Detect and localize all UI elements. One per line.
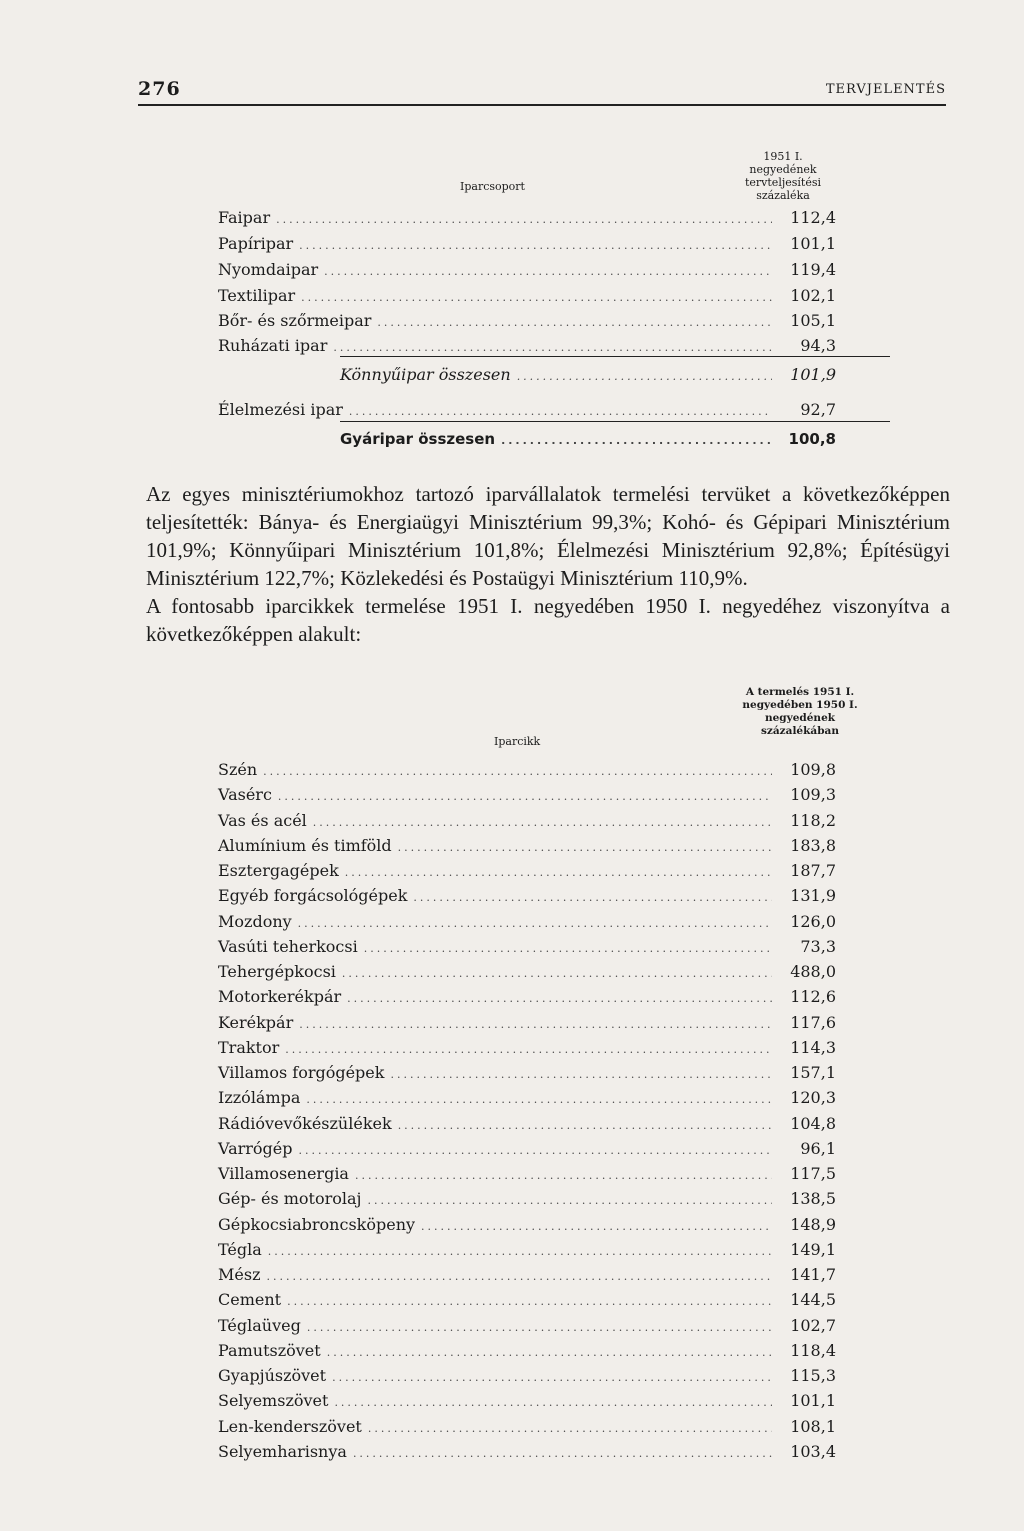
row-label: Tehergépkocsi <box>218 962 336 981</box>
row-label: Mozdony <box>218 911 292 931</box>
row-label: Alumínium és timföld <box>218 835 392 855</box>
row-label: Selyemharisnya <box>218 1441 347 1461</box>
table-row <box>218 1417 836 1439</box>
table-row <box>218 336 836 358</box>
row-value: 488,0 <box>790 962 836 981</box>
row-value: 144,5 <box>790 1290 836 1310</box>
table-row <box>218 1114 836 1136</box>
row-label: Pamutszövet <box>218 1340 321 1360</box>
row-label: Motorkerékpár <box>218 987 342 1007</box>
subtotal-row <box>340 365 836 387</box>
row-value: 157,1 <box>790 1063 836 1082</box>
row-label: Villamosenergia <box>218 1164 349 1183</box>
row-value: 108,1 <box>790 1416 836 1436</box>
row-label: Gépkocsiabroncsköpeny <box>218 1214 416 1234</box>
row-label: Egyéb forgácsológépek <box>218 886 408 906</box>
row-label: Mész <box>218 1265 261 1284</box>
table-row <box>218 1038 836 1060</box>
row-label: Vasúti teherkocsi <box>218 936 358 956</box>
table-row <box>218 1366 836 1388</box>
table-row <box>218 937 836 959</box>
table-row <box>218 886 836 908</box>
table-row <box>218 962 836 984</box>
row-label: Bőr- és szőrmeipar <box>218 311 372 330</box>
row-value: 102,1 <box>790 286 836 305</box>
row-label: Villamos forgógépek <box>218 1063 385 1082</box>
row-value: 126,0 <box>790 911 836 931</box>
row-label: Esztergagépek <box>218 861 339 880</box>
row-label: Kerékpár <box>218 1012 294 1032</box>
table-row <box>218 1316 836 1338</box>
table-row <box>218 286 836 308</box>
row-value: 119,4 <box>790 260 836 279</box>
table-row <box>218 987 836 1009</box>
row-label: Rádióvevőkészülékek <box>218 1113 392 1133</box>
paragraph-ministries: Az egyes minisztériumokhoz tartozó iparvállalatok termelési tervüket a következőképpen teljesítették: Bánya- és Energiaügyi Minisztérium 99,3%; Kohó- és Gépipari Minisztérium 101,9%; Könnyűipari Minisztérium 101,8%; Élelmezési Minisztérium 92,8%; Építésügyi Minisztérium 122,7%; Közlekedési és Postaügyi Minisztérium 110,9%. <box>146 482 950 590</box>
row-value: 101,1 <box>790 1391 836 1411</box>
row-label: Faipar <box>218 208 271 227</box>
row-value: 114,3 <box>790 1037 836 1057</box>
row-value: 118,2 <box>790 810 836 830</box>
row-value: 141,7 <box>790 1265 836 1284</box>
row-value: 103,4 <box>790 1441 836 1461</box>
column-header-product: Iparcikk <box>494 735 541 748</box>
row-label: Varrógép <box>218 1138 293 1158</box>
row-value: 115,3 <box>790 1366 836 1385</box>
row-label: Len-kenderszövet <box>218 1416 362 1436</box>
table-row <box>218 1341 836 1363</box>
row-label: Vas és acél <box>218 810 307 830</box>
row-label: Élelmezési ipar <box>218 400 343 419</box>
table-row <box>218 1139 836 1161</box>
total-row <box>340 429 836 451</box>
row-value: 102,7 <box>790 1315 836 1335</box>
table-row <box>218 836 836 858</box>
row-label: Nyomdaipar <box>218 260 319 279</box>
table-row <box>218 1088 836 1110</box>
row-value: 148,9 <box>790 1214 836 1234</box>
divider <box>340 356 890 357</box>
row-value: 131,9 <box>790 886 836 906</box>
table-row <box>218 785 836 807</box>
body-text <box>146 480 950 648</box>
row-value: 92,7 <box>800 400 836 419</box>
row-label: Gyapjúszövet <box>218 1366 327 1385</box>
table-row <box>218 1189 836 1211</box>
row-label: Textilipar <box>218 286 296 305</box>
table-row <box>218 1391 836 1413</box>
table-row <box>218 234 836 256</box>
row-value: 183,8 <box>790 835 836 855</box>
running-title: TERVJELENTÉS <box>825 82 946 97</box>
row-label: Gép- és motorolaj <box>218 1189 362 1209</box>
row-value: 104,8 <box>790 1113 836 1133</box>
row-label: Téglaüveg <box>218 1315 301 1335</box>
row-value: 118,4 <box>790 1340 836 1360</box>
row-label: Traktor <box>218 1037 280 1057</box>
subtotal-label: Könnyűipar összesen <box>340 365 511 384</box>
table-row <box>218 1215 836 1237</box>
row-label: Cement <box>218 1290 282 1310</box>
column-header-group: Iparcsoport <box>460 180 525 193</box>
table-row <box>218 208 836 230</box>
row-label: Selyemszövet <box>218 1391 329 1411</box>
table-row <box>218 400 836 422</box>
table-row <box>218 861 836 883</box>
row-value: 112,4 <box>790 208 836 227</box>
table-row <box>218 811 836 833</box>
table-row <box>218 1013 836 1035</box>
row-value: 120,3 <box>790 1088 836 1108</box>
row-value: 149,1 <box>790 1239 836 1259</box>
divider <box>340 421 890 422</box>
table-row <box>218 1164 836 1186</box>
row-value: 109,3 <box>790 785 836 805</box>
row-value: 112,6 <box>790 987 836 1007</box>
table-row <box>218 311 836 333</box>
row-label: Papíripar <box>218 234 294 253</box>
subtotal-value: 101,9 <box>790 365 836 384</box>
row-value: 105,1 <box>790 311 836 330</box>
row-label: Szén <box>218 760 258 779</box>
row-label: Tégla <box>218 1239 262 1259</box>
table-row <box>218 1442 836 1464</box>
row-value: 117,6 <box>790 1012 836 1032</box>
paragraph-products-intro: A fontosabb iparcikkek termelése 1951 I. negyedében 1950 I. negyedéhez viszonyítva a következőképpen alakult: <box>146 594 950 646</box>
total-value: 100,8 <box>788 430 836 448</box>
row-value: 109,8 <box>790 760 836 779</box>
column-header-production-percent: A termelés 1951 I. negyedében 1950 I. negyedének százalékában <box>742 686 858 737</box>
row-value: 138,5 <box>790 1189 836 1209</box>
row-value: 94,3 <box>800 336 836 355</box>
table-row <box>218 760 836 782</box>
table-row <box>218 260 836 282</box>
table-row <box>218 1063 836 1085</box>
row-label: Izzólámpa <box>218 1088 301 1108</box>
table-row <box>218 1240 836 1262</box>
row-value: 187,7 <box>790 861 836 880</box>
page-header <box>138 74 946 106</box>
row-value: 117,5 <box>790 1164 836 1183</box>
total-label: Gyáripar összesen <box>340 430 496 448</box>
table-row <box>218 1265 836 1287</box>
column-header-percent: 1951 I. negyedének tervteljesítési százaléka <box>744 150 822 202</box>
row-value: 73,3 <box>800 936 836 956</box>
row-value: 96,1 <box>800 1138 836 1158</box>
table-row <box>218 1290 836 1312</box>
row-label: Ruházati ipar <box>218 336 328 355</box>
page-number: 276 <box>138 78 181 100</box>
row-value: 101,1 <box>790 234 836 253</box>
table-row <box>218 912 836 934</box>
row-label: Vasérc <box>218 785 272 805</box>
